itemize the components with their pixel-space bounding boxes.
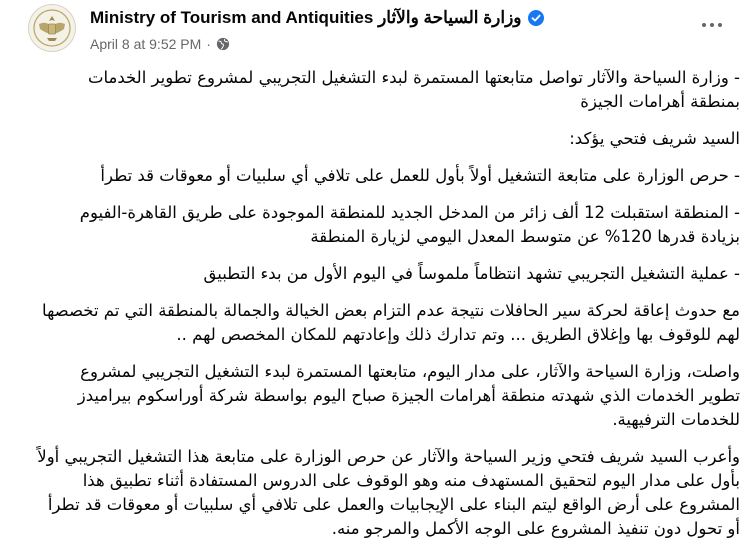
egypt-eagle-logo-icon <box>32 8 72 48</box>
post-meta <box>90 34 230 54</box>
post-body <box>36 66 740 554</box>
post-paragraph: - حرص الوزارة على متابعة التشغيل أولاً بأول للعمل على تلافي أي سلبيات أو معوقات قد تطرأ <box>100 166 740 185</box>
post-paragraph: واصلت، وزارة السياحة والآثار، على مدار اليوم، متابعتها المستمرة لبدء التشغيل التجريبي لمشروع تطوير الخدمات الذي شهدته منطقة أهرامات الجيزة صباح اليوم بواسطة شركة أوراسكوم بيراميدز للخدمات الترفيهية. <box>77 362 740 429</box>
post-timestamp[interactable]: April 8 at 9:52 PM <box>90 36 202 52</box>
post-paragraph: - وزارة السياحة والآثار تواصل متابعتها المستمرة لبدء التشغيل التجريبي لمشروع تطوير الخدمات بمنطقة أهرامات الجيزة <box>87 68 740 111</box>
post-paragraph: وأعرب السيد شريف فتحي وزير السياحة والآثار عن حرص الوزارة على متابعة هذا التشغيل التجريبي أولاً بأول على مدار اليوم لتحقيق المستهدف منه وهو الوقوف على الدروس المستفادة أثناء تطبيق هذا المشروع على أرض الواقع ليتم البناء على الإيجابيات والعمل على تلافي أي سلبيات أو معوقات قد تطرأ أو تحول دون تنفيذ المشروع على الوجه الأكمل والمرجو منه. <box>37 447 740 538</box>
post-paragraph: مع حدوث إعاقة لحركة سير الحافلات نتيجة عدم التزام بعض الخيالة والجمالة بالمنطقة التي تم تخصصها لهم للوقوف بها وإغلاق الطريق ... وتم تدارك ذلك وإعادتهم للمكان المخصص لهم .. <box>42 301 740 344</box>
post-paragraph: - عملية التشغيل التجريبي تشهد انتظاماً ملموساً في اليوم الأول من بدء التطبيق <box>203 264 740 283</box>
post-paragraph: - المنطقة استقبلت 12 ألف زائر من المدخل الجديد للمنطقة الموجودة على طريق القاهرة-الفيوم بزيادة قدرها 120% عن متوسط المعدل اليومي لزيارة المنطقة <box>79 203 740 246</box>
post-paragraph: السيد شريف فتحي يؤكد: <box>569 129 740 148</box>
author-name[interactable]: Ministry of Tourism and Antiquities وزارة السياحة والآثار <box>90 8 522 27</box>
page-avatar[interactable] <box>28 4 76 52</box>
meta-separator: · <box>206 36 211 52</box>
post-header <box>0 0 743 68</box>
author-row <box>90 6 544 30</box>
globe-icon <box>216 37 230 51</box>
more-options-icon[interactable] <box>695 12 729 38</box>
verified-badge-icon <box>528 10 544 26</box>
